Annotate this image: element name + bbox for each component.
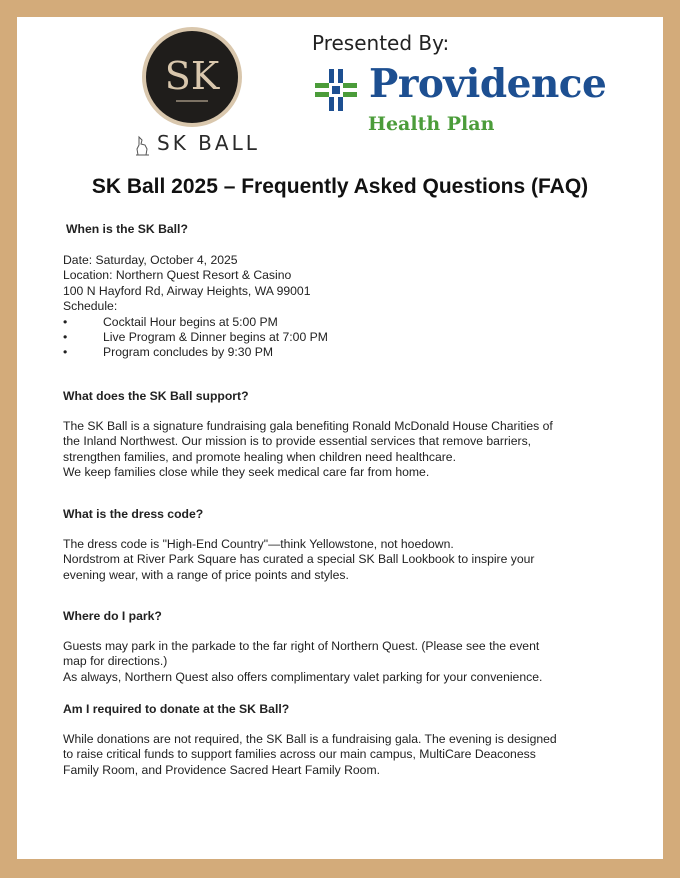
question-heading: What does the SK Ball support? xyxy=(63,389,249,403)
sponsor-subtitle: Health Plan xyxy=(368,113,495,135)
faq-when xyxy=(63,222,623,361)
answer-line: evening wear, with a range of price points and styles. xyxy=(63,567,349,582)
question-heading: When is the SK Ball? xyxy=(66,222,188,236)
sk-ball-bear-icon xyxy=(133,135,153,157)
answer-line: Guests may park in the parkade to the far right of Northern Quest. (Please see the event xyxy=(63,639,540,653)
providence-cross-icon xyxy=(313,67,359,113)
event-date: Date: Saturday, October 4, 2025 xyxy=(63,253,238,267)
answer-line: strengthen families, and promote healing when children need healthcare. xyxy=(63,449,456,464)
answer-line: As always, Northern Quest also offers complimentary valet parking for your convenience. xyxy=(63,669,543,684)
question-heading: Where do I park? xyxy=(63,609,162,623)
event-location: Location: Northern Quest Resort & Casino xyxy=(63,268,292,283)
list-item: • Live Program & Dinner begins at 7:00 PM xyxy=(63,330,328,345)
list-item: • Program concludes by 9:30 PM xyxy=(63,345,274,360)
faq-support xyxy=(63,389,623,481)
sk-ball-wordmark: SK BALL xyxy=(157,131,260,155)
list-item: • Cocktail Hour begins at 5:00 PM xyxy=(63,314,278,329)
answer-line: While donations are not required, the SK Ball is a fundraising gala. The evening is designed xyxy=(63,732,557,746)
answer-line: the Inland Northwest. Our mission is to provide essential services that remove barriers, xyxy=(63,434,532,449)
question-heading: Am I required to donate at the SK Ball? xyxy=(63,702,290,716)
schedule-label: Schedule: xyxy=(63,299,118,314)
answer-line: The SK Ball is a signature fundraising gala benefiting Ronald McDonald House Charities of xyxy=(63,419,553,433)
answer-line: Family Room, and Providence Sacred Heart Family Room. xyxy=(63,762,380,777)
sponsor-name: Providence xyxy=(369,61,607,107)
logo-monogram: SK xyxy=(164,54,220,98)
document-page xyxy=(17,17,663,859)
answer-line: Nordstrom at River Park Square has curated a special SK Ball Lookbook to inspire your xyxy=(63,552,535,567)
answer-line: map for directions.) xyxy=(63,654,168,669)
sk-ball-logo xyxy=(142,27,242,127)
presented-by-label: Presented By: xyxy=(312,31,450,55)
answer-line: The dress code is "High-End Country"—think Yellowstone, not hoedown. xyxy=(63,537,454,551)
faq-donate xyxy=(63,702,623,778)
page-title: SK Ball 2025 – Frequently Asked Questions (FAQ) xyxy=(91,175,589,198)
event-address: 100 N Hayford Rd, Airway Heights, WA 99001 xyxy=(63,283,311,298)
answer-line: to raise critical funds to support families across our main campus, MultiCare Deaconess xyxy=(63,747,536,762)
answer-line: We keep families close while they seek medical care far from home. xyxy=(63,465,430,480)
faq-dress-code xyxy=(63,507,623,583)
question-heading: What is the dress code? xyxy=(63,507,204,521)
faq-parking xyxy=(63,609,623,685)
